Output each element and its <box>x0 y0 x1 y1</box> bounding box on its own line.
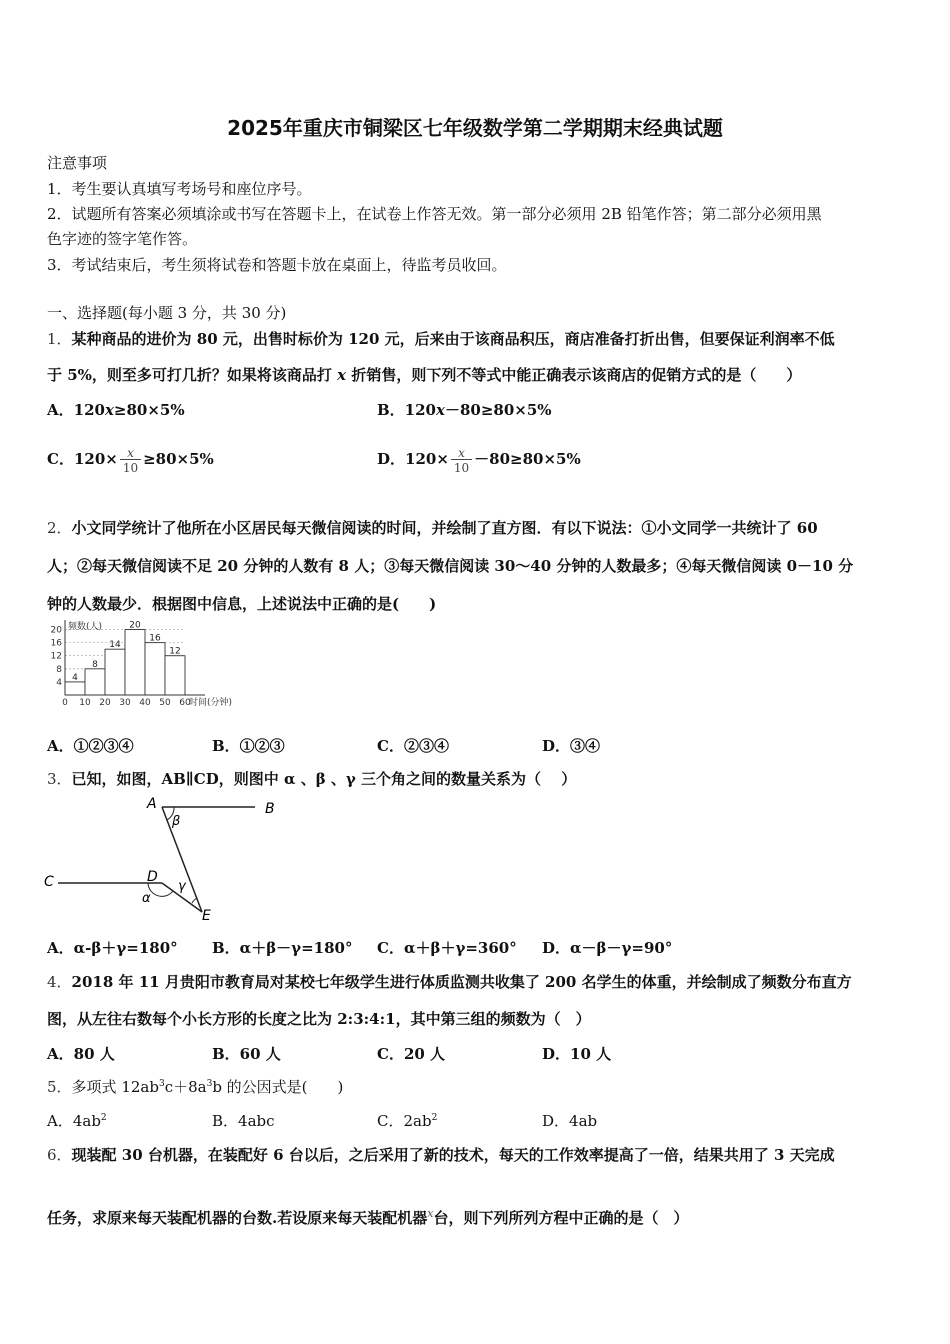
q1-number: 1． <box>47 330 72 348</box>
x-tick-label: 40 <box>139 698 151 708</box>
q3-geometry-figure <box>40 790 300 930</box>
bar-data-label: 14 <box>109 640 121 651</box>
q1-text: 某种商品的进价为 80 元，出售时标价为 120 元，后来由于该商品积压，商店准备打折出售，但要保证利润率不低 <box>71 330 835 348</box>
q1-option-b: B．120x－80≥80×5% <box>377 401 552 419</box>
histogram-bar <box>145 643 165 695</box>
q4-number: 4． <box>47 973 72 991</box>
label-beta: β <box>172 814 181 829</box>
q1-text: 折销售，则下列不等式中能正确表示该商店的促销方式的是（ ） <box>346 366 802 384</box>
q5-option-a: A．$4ab^2$ <box>47 1112 107 1130</box>
label-gamma: γ <box>178 879 186 894</box>
y-tick-label: 8 <box>56 664 62 675</box>
histogram-bar <box>105 649 125 695</box>
q2-option-a: A．①②③④ <box>47 737 134 755</box>
q1-line2 <box>47 364 801 385</box>
notice-item: 3．考试结束后，考生须将试卷和答题卡放在桌面上，待监考员收回。 <box>47 256 507 274</box>
q4-option-a: A．80 人 <box>47 1045 115 1063</box>
q6-number: 6． <box>47 1146 72 1164</box>
bar-data-label: 20 <box>129 620 141 631</box>
histogram-bar <box>85 669 105 695</box>
q5-text: 5．多项式 $12ab^3c+8a^3b$ 的公因式是( ) <box>47 1078 344 1096</box>
q5-option-c: C．$2ab^2$ <box>377 1112 438 1130</box>
x-tick-label: 0 <box>62 698 68 708</box>
y-axis-label: 频数(人) <box>68 622 103 632</box>
line-ae <box>162 807 202 912</box>
q5-option-d: D．4ab <box>542 1112 598 1130</box>
x-axis-label: 时间(分钟) <box>189 698 233 708</box>
notice-heading: 注意事项 <box>47 154 108 172</box>
q2-text: 小文同学统计了他所在小区居民每天微信阅读的时间，并绘制了直方图．有以下说法：①小文同学一共统计了 60 <box>71 519 818 537</box>
label-alpha: α <box>142 891 151 906</box>
notice-item: 2．试题所有答案必须填涂或书写在答题卡上，在试卷上作答无效。第一部分必须用 2B 铅笔作答；第二部分必须用黑 <box>47 205 822 223</box>
y-tick-label: 4 <box>56 677 62 688</box>
label-d: D <box>147 869 158 885</box>
page-title: 2025年重庆市铜梁区七年级数学第二学期期末经典试题 <box>227 116 723 140</box>
q1-line1 <box>47 328 835 349</box>
q5-option-b: B．4abc <box>212 1112 275 1130</box>
x-tick-label: 20 <box>99 698 111 708</box>
notice-item: 色字迹的签字笔作答。 <box>47 230 198 248</box>
q1-option-a: A．120x≥80×5% <box>47 401 185 419</box>
bar-data-label: 12 <box>169 646 181 657</box>
q4-option-b: B．60 人 <box>212 1045 281 1063</box>
q2-line2: 人；②每天微信阅读不足 20 分钟的人数有 8 人；③每天微信阅读 30～40 分钟的人数最多；④每天微信阅读 0－10 分 <box>47 557 854 575</box>
q4-line2: 图，从左往右数每个小长方形的长度之比为 2:3:4:1，其中第三组的频数为（ ） <box>47 1010 591 1028</box>
q3-option-b: B．α＋β－γ=180° <box>212 939 353 957</box>
q4-option-c: C．20 人 <box>377 1045 446 1063</box>
fraction: $\frac{x}{10}$ <box>451 447 472 474</box>
q2-line1 <box>47 517 818 538</box>
q5-number: 5． <box>47 1078 72 1096</box>
histogram-chart <box>40 618 255 713</box>
q3-option-a: A．α-β＋γ=180° <box>47 939 178 957</box>
histogram-bar <box>165 656 185 695</box>
fraction: $\frac{x}{10}$ <box>120 447 141 474</box>
angle-gamma-arc <box>192 898 197 903</box>
q6-line1: 6．现装配 30 台机器，在装配好 6 台以后，之后采用了新的技术，每天的工作效率提高了一倍，结果共用了 3 天完成 <box>47 1146 835 1164</box>
y-tick-label: 16 <box>50 638 62 649</box>
histogram-bar <box>125 630 145 695</box>
q1-var: x <box>337 366 347 384</box>
bar-data-label: 4 <box>72 672 78 683</box>
q2-option-b: B．①②③ <box>212 737 285 755</box>
x-tick-label: 10 <box>79 698 91 708</box>
y-tick-label: 20 <box>50 625 62 636</box>
q4-option-d: D．10 人 <box>542 1045 612 1063</box>
q2-number: 2． <box>47 519 72 537</box>
label-a: A <box>147 796 157 812</box>
q1-option-d: D．120× $\frac{x}{10}$ －80≥80×5% <box>377 445 581 475</box>
label-e: E <box>202 908 211 924</box>
y-tick-label: 12 <box>50 651 62 662</box>
label-b: B <box>265 801 275 817</box>
x-tick-label: 60 <box>179 698 191 708</box>
q2-option-d: D．③④ <box>542 737 601 755</box>
q3-number: 3． <box>47 770 72 788</box>
notice-item: 1．考生要认真填写考场号和座位序号。 <box>47 180 312 198</box>
section-heading: 一、选择题(每小题 3 分，共 30 分) <box>47 304 287 322</box>
q3-text: 3．已知，如图，AB∥CD，则图中 α 、β 、γ 三个角之间的数量关系为（ ） <box>47 770 577 788</box>
x-tick-label: 30 <box>119 698 131 708</box>
q3-option-c: C．α＋β＋γ=360° <box>377 939 517 957</box>
q3-option-d: D．α－β－γ=90° <box>542 939 673 957</box>
bar-data-label: 16 <box>149 633 161 644</box>
q2-line3: 钟的人数最少．根据图中信息，上述说法中正确的是( ) <box>47 595 437 613</box>
q1-text: 于 5%，则至多可打几折？如果将该商品打 <box>47 366 338 384</box>
q4-line1: 4．2018 年 11 月贵阳市教育局对某校七年级学生进行体质监测共收集了 200 名学生的体重，并绘制成了频数分布直方 <box>47 973 852 991</box>
label-c: C <box>44 874 54 890</box>
q2-option-c: C．②③④ <box>377 737 449 755</box>
angle-alpha-arc <box>148 883 173 896</box>
bar-data-label: 8 <box>92 659 98 670</box>
histogram-bar <box>65 682 85 695</box>
q1-option-c: C．120× $\frac{x}{10}$ ≥80×5% <box>47 445 214 475</box>
q6-line2: 任务，求原来每天装配机器的台数.若设原来每天装配机器$^x$台，则下列所列方程中正确的是（ ） <box>47 1207 689 1227</box>
x-tick-label: 50 <box>159 698 171 708</box>
